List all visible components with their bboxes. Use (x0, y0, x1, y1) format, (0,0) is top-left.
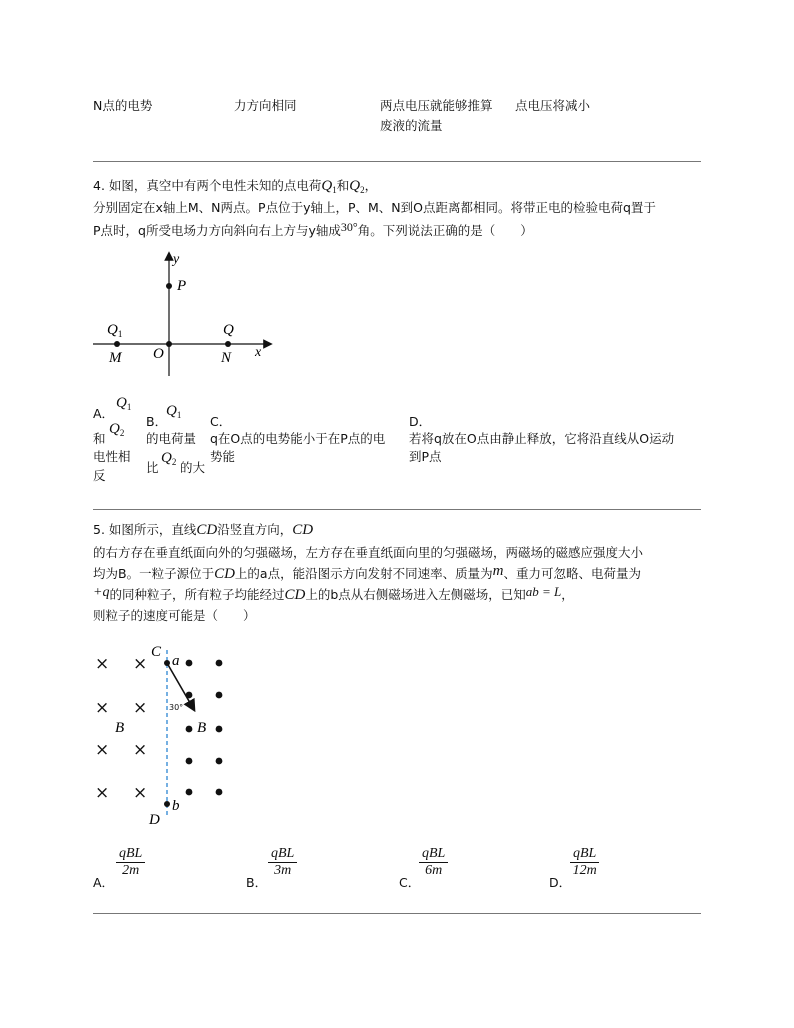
q5-line-2: 的右方存在垂直纸面向外的匀强磁场，左方存在垂直纸面向里的匀强磁场，两磁场的磁感应强度大小 (93, 545, 644, 560)
divider-2 (93, 509, 701, 510)
q4-line-3: P点时，q所受电场力方向斜向右上方与y轴成30°角。下列说法正确的是（ ） (93, 220, 533, 238)
point-O (166, 341, 172, 347)
fraction-D: qBL 12m (570, 846, 599, 879)
label-B-left: B (115, 720, 125, 736)
label-B-right: B (197, 720, 207, 736)
top-fragment-4: 点电压将减小 (515, 98, 591, 113)
math-Q1: $Q_1$ (321, 178, 337, 195)
q4-coordinate-figure (93, 248, 283, 380)
top-fragment-3b: 废液的流量 (380, 118, 443, 133)
label-Q: Q (223, 322, 234, 338)
math-angle: 30° (340, 220, 358, 234)
option-A-Q1: $Q_1$ (116, 395, 132, 412)
cross-mark: × (133, 654, 148, 674)
label-b: b (172, 798, 180, 814)
fraction-C: qBL 6m (419, 846, 448, 879)
point-b (164, 801, 170, 807)
point-N (225, 341, 231, 347)
point-P (166, 283, 172, 289)
q5-line-3: 均为B。一粒子源位于CD上的a点，能沿图示方向发射不同速率、质量为m、重力可忽略、电荷量为 (93, 563, 641, 582)
math-Q2: $Q_2$ (349, 178, 365, 195)
velocity-arrow (167, 663, 193, 708)
fraction-A: qBL 2m (116, 846, 145, 879)
q4-line-2: 分别固定在x轴上M、N两点。P点位于y轴上，P、M、N到O点距离都相同。将带正电的检验电荷q置于 (93, 200, 656, 215)
label-C: C (151, 644, 162, 660)
cross-mark: × (95, 740, 110, 760)
label-O: O (153, 346, 164, 362)
option-B-Q1: $Q_1$ (166, 403, 182, 420)
label-x: x (255, 345, 262, 360)
q4-line-1: 4. 如图，真空中有两个电性未知的点电荷$Q_1$和$Q_2$， (93, 178, 378, 195)
cross-mark: × (95, 698, 110, 718)
divider-1 (93, 161, 701, 162)
cross-mark: × (133, 740, 148, 760)
cross-mark: × (95, 654, 110, 674)
q5-line-4: +q的同种粒子，所有粒子均能经过CD上的b点从右侧磁场进入左侧磁场，已知ab = L， (93, 584, 574, 603)
label-P: P (177, 278, 187, 294)
label-a: a (172, 653, 180, 669)
label-angle: 30° (169, 703, 184, 712)
option-A-Q2: $Q_2$ (109, 421, 125, 438)
top-fragment-2: 力方向相同 (234, 98, 297, 113)
divider-3 (93, 913, 701, 914)
top-fragment-1: N点的电势 (93, 98, 153, 113)
q5-line-1: 5. 如图所示，直线CD沿竖直方向，CD (93, 522, 314, 538)
cross-mark: × (95, 783, 110, 803)
label-Q1: $Q_1$ (107, 322, 123, 339)
cross-mark: × (133, 783, 148, 803)
point-M (114, 341, 120, 347)
label-M: M (109, 350, 122, 366)
cross-mark: × (133, 698, 148, 718)
label-y: y (173, 252, 180, 267)
label-D: D (149, 812, 160, 828)
option-B-Q2: $Q_2$ (161, 450, 177, 467)
top-fragment-3: 两点电压就能够推算 (380, 98, 493, 113)
fraction-B: qBL 3m (268, 846, 297, 879)
label-N: N (221, 350, 232, 366)
q5-magnetic-field-figure (93, 638, 243, 830)
q5-line-5: 则粒子的速度可能是（ ） (93, 608, 256, 623)
